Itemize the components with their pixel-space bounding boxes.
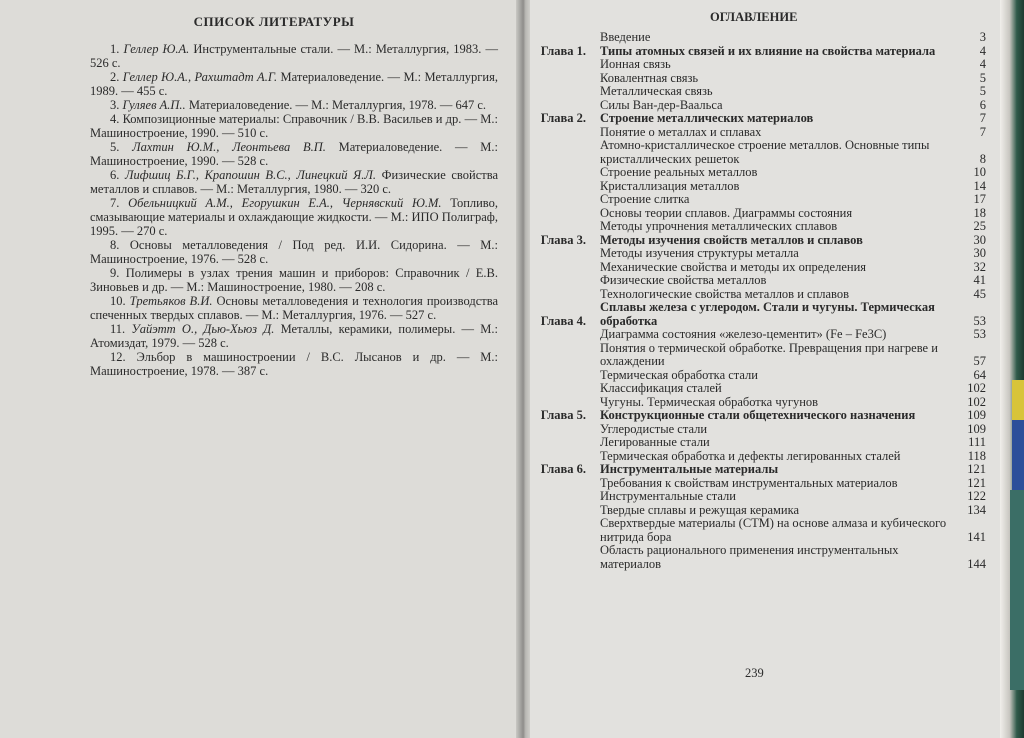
toc-entry-text: Методы изучения свойств металлов и сплавов — [600, 232, 863, 247]
toc-chapter-label: Глава 2. — [540, 111, 586, 125]
toc-page-number: 111 — [968, 435, 986, 449]
toc-section-row — [530, 544, 986, 571]
toc-entry-text: Понятия о термической обработке. Превращения при нагреве и охлаждении — [600, 340, 938, 368]
reference-item — [90, 350, 498, 378]
toc-entry-text: Физические свойства металлов — [600, 273, 767, 287]
reference-author: Геллер Ю.А. — [123, 42, 190, 56]
toc-page-number: 4 — [979, 43, 986, 58]
reference-item — [90, 266, 498, 294]
toc-entry-text: Типы атомных связей и их влияние на свойства материала — [600, 43, 936, 58]
toc-page-number: 122 — [967, 489, 986, 503]
toc-chapter-row — [530, 45, 986, 59]
toc-entry-text: Легированные стали — [600, 435, 710, 449]
toc-page-number: 141 — [967, 529, 986, 544]
reference-item — [90, 196, 498, 238]
reference-number: 4. — [110, 112, 123, 126]
toc-entry-text: Строение слитка — [600, 192, 690, 206]
reference-item — [90, 98, 498, 112]
toc-chapter-label: Глава 1. — [540, 43, 586, 58]
reference-number: 3. — [110, 98, 123, 112]
toc-section-row — [530, 328, 986, 342]
toc-section-row — [530, 342, 986, 369]
reference-text: Материаловедение. — М.: Машиностроение, 1990. — 528 с. — [90, 140, 499, 168]
reference-number: 7. — [110, 196, 129, 210]
toc-page-number: 30 — [973, 232, 986, 247]
toc-page-number: 10 — [973, 165, 986, 179]
cover-stripe-yellow — [1012, 380, 1024, 420]
toc-page-number: 25 — [973, 219, 986, 233]
toc-section-row — [530, 396, 986, 410]
toc-section-row — [530, 504, 986, 518]
reference-item — [90, 322, 498, 350]
toc-entry-text: Металлическая связь — [600, 84, 713, 98]
toc-section-row — [530, 193, 986, 207]
toc-title: ОГЛАВЛЕНИЕ — [710, 10, 798, 24]
toc-page-number: 102 — [967, 381, 986, 395]
reference-number: 12. — [110, 350, 137, 364]
toc-entry-text: Основы теории сплавов. Диаграммы состояния — [600, 205, 853, 220]
reference-text: Физические свойства металлов и сплавов. — М.: Металлургия, 1980. — 320 с. — [90, 168, 498, 196]
toc-section-row — [530, 126, 986, 140]
toc-page-number: 109 — [967, 421, 986, 436]
toc-chapter-row — [530, 463, 986, 477]
toc-page-number: 7 — [979, 124, 986, 139]
reference-author: Лифшиц Б.Г., Крапошин В.С., Линецкий Я.Л. — [124, 168, 376, 182]
page-number: 239 — [745, 666, 764, 680]
toc-page-number: 102 — [967, 394, 986, 409]
toc-section-row — [530, 450, 986, 464]
reference-text: Эльбор в машиностроении / В.С. Лысанов и др. — М.: Машиностроение, 1978. — 387 с. — [90, 350, 498, 378]
toc-section-row — [530, 274, 986, 288]
bibliography-title: СПИСОК ЛИТЕРАТУРЫ — [193, 14, 355, 29]
toc-page-number: 121 — [967, 475, 986, 490]
toc-entry-text: Инструментальные стали — [600, 489, 736, 503]
toc-entry-text: Атомно-кристаллическое строение металлов. Основные типы кристаллических решеток — [600, 138, 930, 166]
toc-page-number: 18 — [973, 205, 986, 220]
toc-page-number: 121 — [967, 462, 986, 476]
reference-author: Третьяков В.И. — [129, 294, 213, 308]
reference-author: Обельницкий А.М., Егорушкин Е.А., Чернявский Ю.М. — [128, 196, 442, 210]
reference-item — [90, 42, 498, 70]
toc-entry-text: Чугуны. Термическая обработка чугунов — [600, 394, 819, 409]
toc-section-row — [530, 99, 986, 113]
toc-section-row — [530, 369, 986, 383]
toc-section-row — [530, 261, 986, 275]
reference-text: Композиционные материалы: Справочник / В.В. Васильев и др. — М.: Машиностроение, 1990. — 510 с. — [90, 112, 498, 140]
right-page — [530, 0, 1000, 738]
toc-entry-text: Технологические свойства металлов и сплавов — [600, 286, 850, 301]
toc-section-row — [530, 382, 986, 396]
cover-stripe-teal — [1010, 490, 1024, 690]
reference-text: Основы металловедения / Под ред. И.И. Сидорина. — М.: Машиностроение, 1976. — 528 с. — [90, 238, 498, 266]
toc-page-number: 17 — [973, 192, 986, 206]
reference-text: Материаловедение. — М.: Металлургия, 1978. — 647 с. — [185, 98, 486, 112]
toc-page-number: 4 — [979, 57, 986, 71]
toc-page-number: 7 — [979, 111, 986, 125]
toc-entry-text: Строение реальных металлов — [600, 165, 758, 179]
toc-section-row — [530, 31, 986, 45]
toc-entry-text: Методы упрочнения металлических сплавов — [600, 219, 838, 233]
toc-chapter-label: Глава 3. — [540, 232, 586, 247]
toc-entry-text: Классификация сталей — [600, 381, 722, 395]
toc-chapter-label: Глава 5. — [540, 408, 586, 422]
toc-section-row — [530, 72, 986, 86]
reference-number: 6. — [110, 168, 125, 182]
reference-number: 8. — [110, 238, 130, 252]
toc-section-row — [530, 180, 986, 194]
toc-page-number: 32 — [973, 259, 986, 274]
reference-number: 5. — [110, 140, 133, 154]
reference-item — [90, 294, 498, 322]
toc-page-number: 14 — [973, 178, 986, 193]
toc-entry-text: Силы Ван-дер-Ваальса — [600, 97, 723, 112]
reference-text: Полимеры в узлах трения машин и приборов: Справочник / Е.В. Зиновьев и др. — М.: Машиностроение, 1980. — 208 с. — [90, 266, 499, 294]
toc-entry-text: Сверхтвердые материалы (СТМ) на основе алмаза и кубического нитрида бора — [600, 516, 947, 544]
reference-number: 1. — [110, 42, 124, 56]
toc-page-number: 144 — [967, 556, 986, 571]
toc-entry-text: Сплавы железа с углеродом. Стали и чугуны. Термическая обработка — [600, 300, 935, 328]
toc-chapter-row — [530, 234, 986, 248]
toc-entry-text: Понятие о металлах и сплавах — [600, 124, 762, 139]
reference-author: Уайэтт О., Дью-Хьюз Д. — [131, 322, 275, 336]
toc-entry-text: Конструкционные стали общетехнического назначения — [600, 408, 916, 422]
reference-item — [90, 112, 498, 140]
toc-section-row — [530, 207, 986, 221]
toc-entry-text: Углеродистые стали — [600, 421, 708, 436]
toc-page-number: 57 — [973, 354, 986, 368]
cover-stripe-blue — [1012, 420, 1024, 490]
toc-section-row — [530, 139, 986, 166]
toc-chapter-label: Глава 6. — [540, 462, 586, 476]
toc-page-number: 53 — [973, 313, 986, 328]
reference-author: Геллер Ю.А., Рахштадт А.Г. — [122, 70, 278, 84]
toc-entry-text: Область рационального применения инструментальных материалов — [600, 543, 899, 571]
toc-section-row — [530, 490, 986, 504]
toc-page-number: 3 — [979, 30, 986, 44]
toc-chapter-row — [530, 301, 986, 328]
toc-section-row — [530, 288, 986, 302]
reference-list — [90, 42, 498, 378]
toc-page-number: 5 — [979, 70, 986, 85]
reference-author: Гуляев А.П.. — [122, 98, 186, 112]
toc-section-row — [530, 166, 986, 180]
reference-text: Металлы, керамики, полимеры. — М.: Атомиздат, 1979. — 528 с. — [90, 322, 498, 350]
toc-entry-text: Кристаллизация металлов — [600, 178, 740, 193]
reference-item — [90, 168, 498, 196]
reference-author: Лахтин Ю.М., Леонтьева В.П. — [132, 140, 326, 154]
toc-section-row — [530, 85, 986, 99]
reference-text: Основы металловедения и технология производства спеченных твердых сплавов. — М.: Металлургия, 1976. — 527 с. — [90, 294, 498, 322]
toc-list — [530, 31, 986, 571]
reference-number: 9. — [110, 266, 126, 280]
reference-item — [90, 70, 498, 98]
toc-page-number: 30 — [973, 246, 986, 260]
toc-entry-text: Требования к свойствам инструментальных материалов — [600, 475, 898, 490]
reference-number: 2. — [110, 70, 123, 84]
reference-text: Инструментальные стали. — М.: Металлургия, 1983. — 526 с. — [90, 42, 499, 70]
toc-entry-text: Ковалентная связь — [600, 70, 699, 85]
toc-page-number: 41 — [973, 273, 986, 287]
toc-chapter-row — [530, 112, 986, 126]
toc-section-row — [530, 247, 986, 261]
toc-page-number: 8 — [979, 151, 986, 166]
toc-page-number: 6 — [979, 97, 986, 112]
reference-text: Материаловедение. — М.: Металлургия, 1989. — 455 с. — [90, 70, 498, 98]
toc-page-number: 118 — [967, 448, 986, 463]
toc-section-row — [530, 517, 986, 544]
toc-entry-text: Твердые сплавы и режущая керамика — [600, 502, 800, 517]
toc-page-number: 64 — [973, 367, 986, 382]
toc-section-row — [530, 436, 986, 450]
toc-entry-text: Термическая обработка стали — [600, 367, 758, 382]
toc-entry-text: Механические свойства и методы их определения — [600, 259, 867, 274]
toc-entry-text: Диаграмма состояния «железо-цементит» (Fe – Fe3C) — [600, 327, 887, 341]
toc-page-number: 53 — [973, 327, 986, 341]
toc-entry-text: Инструментальные материалы — [600, 462, 779, 476]
toc-page-number: 134 — [967, 502, 986, 517]
toc-entry-text: Термическая обработка и дефекты легированных сталей — [600, 448, 901, 463]
toc-section-row — [530, 58, 986, 72]
toc-page-number: 45 — [973, 286, 986, 301]
toc-entry-text: Введение — [600, 30, 651, 44]
reference-text: Топливо, смазывающие материалы и охлаждающие жидкости. — М.: ИПО Полиграф, 1995. — 270 с. — [90, 196, 498, 238]
toc-section-row — [530, 423, 986, 437]
toc-entry-text: Строение металлических материалов — [600, 111, 814, 125]
toc-page-number: 5 — [979, 84, 986, 98]
toc-chapter-label: Глава 4. — [540, 313, 586, 328]
reference-number: 10. — [110, 294, 130, 308]
reference-item — [90, 140, 498, 168]
toc-page-number: 109 — [967, 408, 986, 422]
toc-section-row — [530, 477, 986, 491]
reference-item — [90, 238, 498, 266]
reference-number: 11. — [110, 322, 132, 336]
toc-entry-text: Методы изучения структуры металла — [600, 246, 799, 260]
toc-chapter-row — [530, 409, 986, 423]
toc-entry-text: Ионная связь — [600, 57, 671, 71]
toc-section-row — [530, 220, 986, 234]
